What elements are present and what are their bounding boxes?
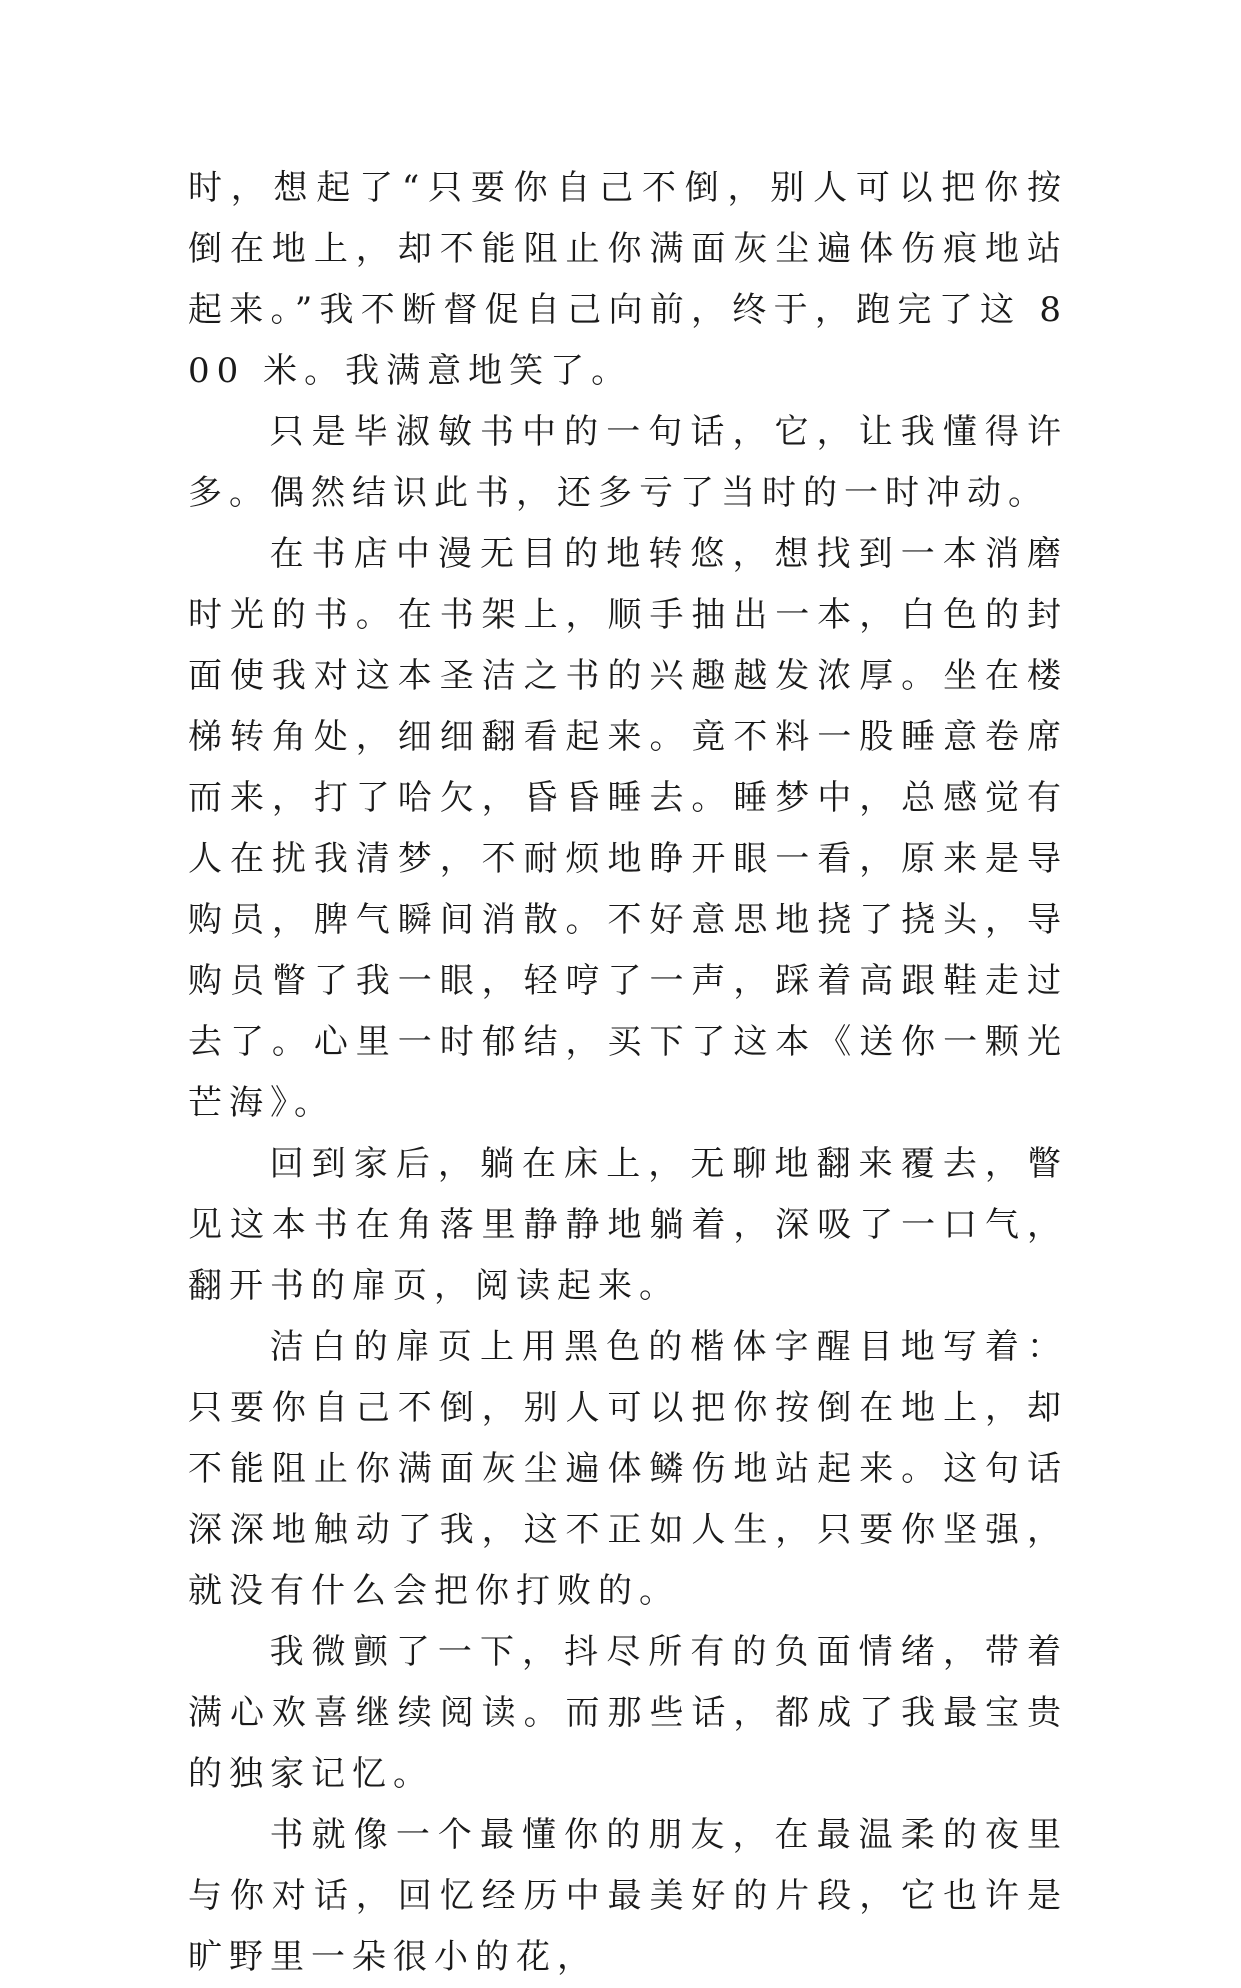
paragraph: 书就像一个最懂你的朋友，在最温柔的夜里与你对话，回忆经历中最美好的片段，它也许是旷野里一朵很小的花，	[188, 1815, 1068, 1977]
paragraph: 只是毕淑敏书中的一句话，它，让我懂得许多。偶然结识此书，还多亏了当时的一时冲动。	[188, 412, 1068, 513]
paragraph: 回到家后，躺在床上，无聊地翻来覆去，瞥见这本书在角落里静静地躺着，深吸了一口气，翻开书的扉页，阅读起来。	[188, 1144, 1068, 1306]
document-body	[188, 158, 1068, 1988]
paragraph: 我微颤了一下，抖尽所有的负面情绪，带着满心欢喜继续阅读。而那些话，都成了我最宝贵的独家记忆。	[188, 1632, 1068, 1794]
paragraph: 时，想起了“只要你自己不倒，别人可以把你按倒在地上，却不能阻止你满面灰尘遍体伤痕地站起来。”我不断督促自己向前，终于，跑完了这 800 米。我满意地笑了。	[188, 168, 1068, 391]
paragraph: 洁白的扉页上用黑色的楷体字醒目地写着：只要你自己不倒，别人可以把你按倒在地上，却不能阻止你满面灰尘遍体鳞伤地站起来。这句话深深地触动了我，这不正如人生，只要你坚强，就没有什么会把你打败的。	[188, 1327, 1068, 1611]
paragraph: 在书店中漫无目的地转悠，想找到一本消磨时光的书。在书架上，顺手抽出一本，白色的封面使我对这本圣洁之书的兴趣越发浓厚。坐在楼梯转角处，细细翻看起来。竟不料一股睡意卷席而来，打了哈欠，昏昏睡去。睡梦中，总感觉有人在扰我清梦，不耐烦地睁开眼一看，原来是导购员，脾气瞬间消散。不好意思地挠了挠头，导购员瞥了我一眼，轻哼了一声，踩着高跟鞋走过去了。心里一时郁结，买下了这本《送你一颗光芒海》。	[188, 534, 1068, 1123]
